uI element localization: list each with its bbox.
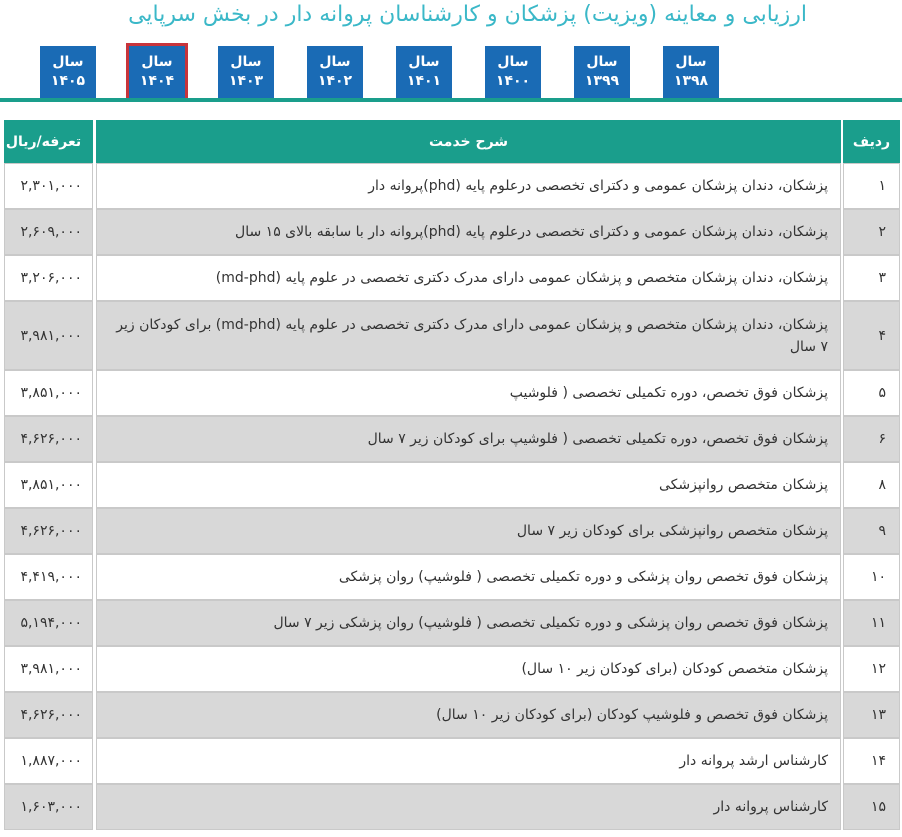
row-description: پزشکان فوق تخصص و فلوشیپ کودکان (برای کودکان زیر ۱۰ سال) <box>96 692 841 738</box>
row-number: ۱۴ <box>843 738 900 784</box>
tab-year-1402[interactable] <box>307 46 363 98</box>
row-price: ۱,۸۸۷,۰۰۰ <box>4 738 93 784</box>
row-price: ۴,۶۲۶,۰۰۰ <box>4 416 93 462</box>
row-number: ۲ <box>843 209 900 255</box>
table-row <box>0 554 902 600</box>
table-row <box>0 462 902 508</box>
table-header <box>0 120 902 163</box>
year-tabs <box>40 46 720 98</box>
tab-year: ۱۴۰۴ <box>139 73 175 89</box>
row-number: ۱۲ <box>843 646 900 692</box>
row-number: ۵ <box>843 370 900 416</box>
tab-year: ۱۳۹۸ <box>673 73 709 89</box>
row-description: پزشکان فوق تخصص، دوره تکمیلی تخصصی ( فلوشیپ برای کودکان زیر ۷ سال <box>96 416 841 462</box>
tab-year-1401[interactable] <box>396 46 452 98</box>
tab-year: ۱۴۰۳ <box>228 73 264 89</box>
row-description: پزشکان متخصص کودکان (برای کودکان زیر ۱۰ سال) <box>96 646 841 692</box>
tab-label: سال <box>586 54 618 70</box>
row-price: ۳,۸۵۱,۰۰۰ <box>4 370 93 416</box>
row-description: کارشناس پروانه دار <box>96 784 841 830</box>
row-number: ۱۰ <box>843 554 900 600</box>
row-price: ۴,۴۱۹,۰۰۰ <box>4 554 93 600</box>
row-number: ۱۳ <box>843 692 900 738</box>
row-price: ۳,۸۵۱,۰۰۰ <box>4 462 93 508</box>
table-row <box>0 209 902 255</box>
tab-year: ۱۴۰۰ <box>495 73 531 89</box>
tab-year-1399[interactable] <box>574 46 630 98</box>
row-number: ۱ <box>843 163 900 209</box>
row-description: پزشکان، دندان پزشکان عمومی و دکترای تخصصی درعلوم پایه (phd)پروانه دار <box>96 163 841 209</box>
row-price: ۳,۹۸۱,۰۰۰ <box>4 646 93 692</box>
row-description: پزشکان فوق تخصص، دوره تکمیلی تخصصی ( فلوشیپ <box>96 370 841 416</box>
table-row <box>0 784 902 830</box>
row-price: ۲,۶۰۹,۰۰۰ <box>4 209 93 255</box>
tariff-table <box>0 120 902 830</box>
table-row <box>0 370 902 416</box>
row-description: پزشکان فوق تخصص روان پزشکی و دوره تکمیلی تخصصی ( فلوشیپ) روان پزشکی زیر ۷ سال <box>96 600 841 646</box>
page-title: ارزیابی و معاینه (ویزیت) پزشکان و کارشناسان پروانه دار در بخش سرپایی <box>128 2 807 27</box>
table-row <box>0 692 902 738</box>
table-row <box>0 301 902 370</box>
row-description: پزشکان، دندان پزشکان عمومی و دکترای تخصصی درعلوم پایه (phd)پروانه دار با سابقه بالای ۱۵ سال <box>96 209 841 255</box>
table-row <box>0 508 902 554</box>
row-number: ۱۵ <box>843 784 900 830</box>
row-description: پزشکان، دندان پزشکان متخصص و پزشکان عمومی دارای مدرک دکتری تخصصی در علوم پایه (md-phd) <box>96 255 841 301</box>
tab-label: سال <box>319 54 351 70</box>
row-number: ۸ <box>843 462 900 508</box>
column-header-price: تعرفه/ریال <box>4 120 93 163</box>
row-number: ۴ <box>843 301 900 370</box>
row-description: پزشکان، دندان پزشکان متخصص و پزشکان عمومی دارای مدرک دکتری تخصصی در علوم پایه (md-phd) برای کودکان زیر ۷ سال <box>96 301 841 370</box>
table-row <box>0 163 902 209</box>
row-price: ۴,۶۲۶,۰۰۰ <box>4 508 93 554</box>
table-row <box>0 646 902 692</box>
tab-label: سال <box>141 54 173 70</box>
row-price: ۱,۶۰۳,۰۰۰ <box>4 784 93 830</box>
table-row <box>0 255 902 301</box>
column-header-row-number: ردیف <box>843 120 900 163</box>
tab-year-1404[interactable] <box>129 46 185 98</box>
row-number: ۶ <box>843 416 900 462</box>
row-number: ۳ <box>843 255 900 301</box>
tab-year-1403[interactable] <box>218 46 274 98</box>
tab-year-1400[interactable] <box>485 46 541 98</box>
row-price: ۳,۹۸۱,۰۰۰ <box>4 301 93 370</box>
row-number: ۱۱ <box>843 600 900 646</box>
row-number: ۹ <box>843 508 900 554</box>
tab-year-1398[interactable] <box>663 46 719 98</box>
row-description: پزشکان متخصص روانپزشکی برای کودکان زیر ۷ سال <box>96 508 841 554</box>
tab-year: ۱۳۹۹ <box>584 73 620 89</box>
tab-year: ۱۴۰۱ <box>406 73 442 89</box>
row-price: ۲,۳۰۱,۰۰۰ <box>4 163 93 209</box>
row-price: ۵,۱۹۴,۰۰۰ <box>4 600 93 646</box>
tab-label: سال <box>230 54 262 70</box>
row-price: ۴,۶۲۶,۰۰۰ <box>4 692 93 738</box>
tab-year: ۱۴۰۵ <box>50 73 86 89</box>
row-description: پزشکان فوق تخصص روان پزشکی و دوره تکمیلی تخصصی ( فلوشیپ) روان پزشکی <box>96 554 841 600</box>
tab-year: ۱۴۰۲ <box>317 73 353 89</box>
row-description: کارشناس ارشد پروانه دار <box>96 738 841 784</box>
table-row <box>0 738 902 784</box>
row-price: ۳,۲۰۶,۰۰۰ <box>4 255 93 301</box>
table-row <box>0 416 902 462</box>
column-header-description: شرح خدمت <box>96 120 841 163</box>
tab-label: سال <box>408 54 440 70</box>
tabs-divider <box>0 98 902 102</box>
tab-year-1405[interactable] <box>40 46 96 98</box>
tab-label: سال <box>675 54 707 70</box>
tab-label: سال <box>52 54 84 70</box>
table-row <box>0 600 902 646</box>
row-description: پزشکان متخصص روانپزشکی <box>96 462 841 508</box>
tab-label: سال <box>497 54 529 70</box>
